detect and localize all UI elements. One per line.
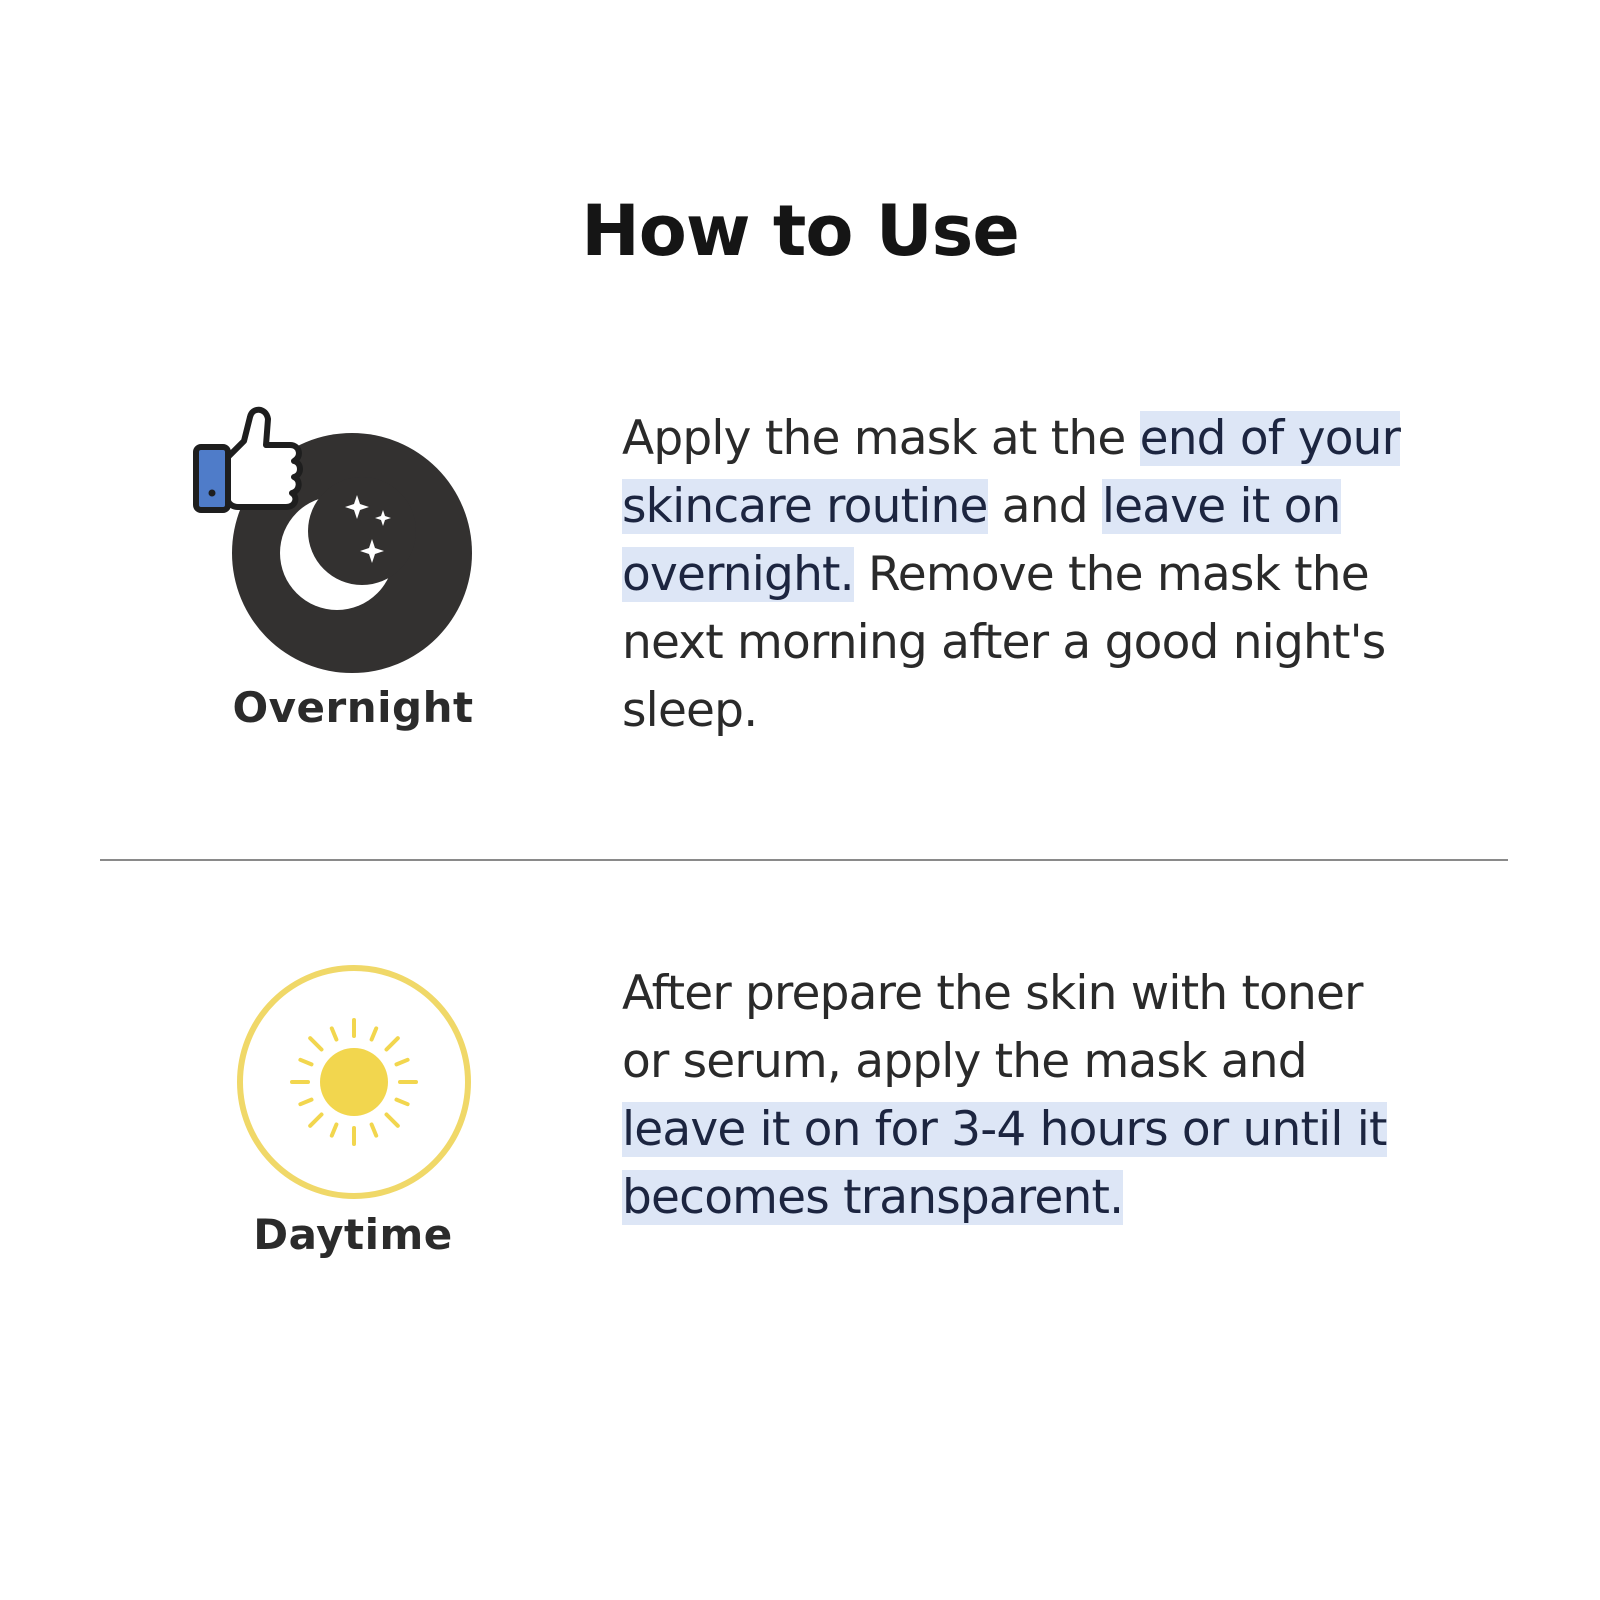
sun-ray bbox=[310, 1038, 321, 1049]
daytime-description bbox=[622, 960, 1402, 1232]
overnight-highlight-1: end of your skincare routine bbox=[622, 411, 1401, 534]
overnight-highlight-2: leave it on overnight. bbox=[622, 479, 1341, 602]
daytime-section bbox=[0, 960, 1600, 1290]
overnight-text-3: Remove the mask the next morning after a good night's sleep. bbox=[622, 547, 1386, 738]
sun-ray bbox=[372, 1028, 377, 1039]
sun-ray bbox=[397, 1100, 408, 1105]
sun-ray bbox=[387, 1038, 398, 1049]
daytime-text-1: After prepare the skin with toner or serum, apply the mask and bbox=[622, 966, 1363, 1089]
sun-ray bbox=[332, 1125, 337, 1136]
overnight-description bbox=[622, 405, 1402, 745]
sun-ray bbox=[300, 1060, 311, 1065]
daytime-highlight-1: leave it on for 3-4 hours or until it becomes transparent. bbox=[622, 1102, 1387, 1225]
overnight-label: Overnight bbox=[232, 683, 474, 732]
section-divider bbox=[100, 859, 1508, 861]
sun-ray bbox=[300, 1100, 311, 1105]
overnight-text-1: Apply the mask at the bbox=[622, 411, 1140, 466]
sun-icon bbox=[190, 960, 490, 1230]
sun-ray bbox=[372, 1125, 377, 1136]
daytime-label: Daytime bbox=[253, 1210, 453, 1259]
sun-ray bbox=[310, 1115, 321, 1126]
moon-thumbs-up-icon bbox=[190, 405, 490, 675]
overnight-section bbox=[0, 405, 1600, 765]
sun-ray bbox=[387, 1115, 398, 1126]
sun-ray bbox=[397, 1060, 408, 1065]
overnight-text-2: and bbox=[987, 479, 1102, 534]
page-title: How to Use bbox=[581, 190, 1019, 272]
sun-ray bbox=[332, 1028, 337, 1039]
